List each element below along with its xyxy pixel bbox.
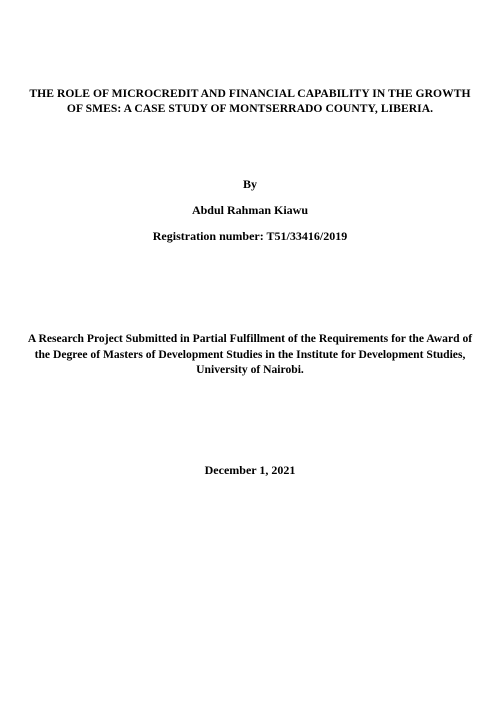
document-title: [8, 86, 492, 116]
title-line-1: THE ROLE OF MICROCREDIT AND FINANCIAL CAPABILITY IN THE GROWTH: [29, 87, 471, 100]
author-name: Abdul Rahman Kiawu: [191, 203, 309, 217]
registration-number: Registration number: T51/33416/2019: [152, 229, 348, 243]
by-label: By: [242, 177, 257, 191]
submission-statement: [8, 331, 492, 378]
submission-date: December 1, 2021: [204, 463, 296, 477]
submission-line-3: University of Nairobi.: [196, 363, 304, 376]
title-line-2: OF SMES: A CASE STUDY OF MONTSERRADO COUNTY, LIBERIA.: [66, 102, 434, 115]
submission-line-1: A Research Project Submitted in Partial Fulfillment of the Requirements for the Award of: [27, 332, 473, 345]
submission-line-2: the Degree of Masters of Development Studies in the Institute for Development Studies,: [34, 347, 466, 361]
